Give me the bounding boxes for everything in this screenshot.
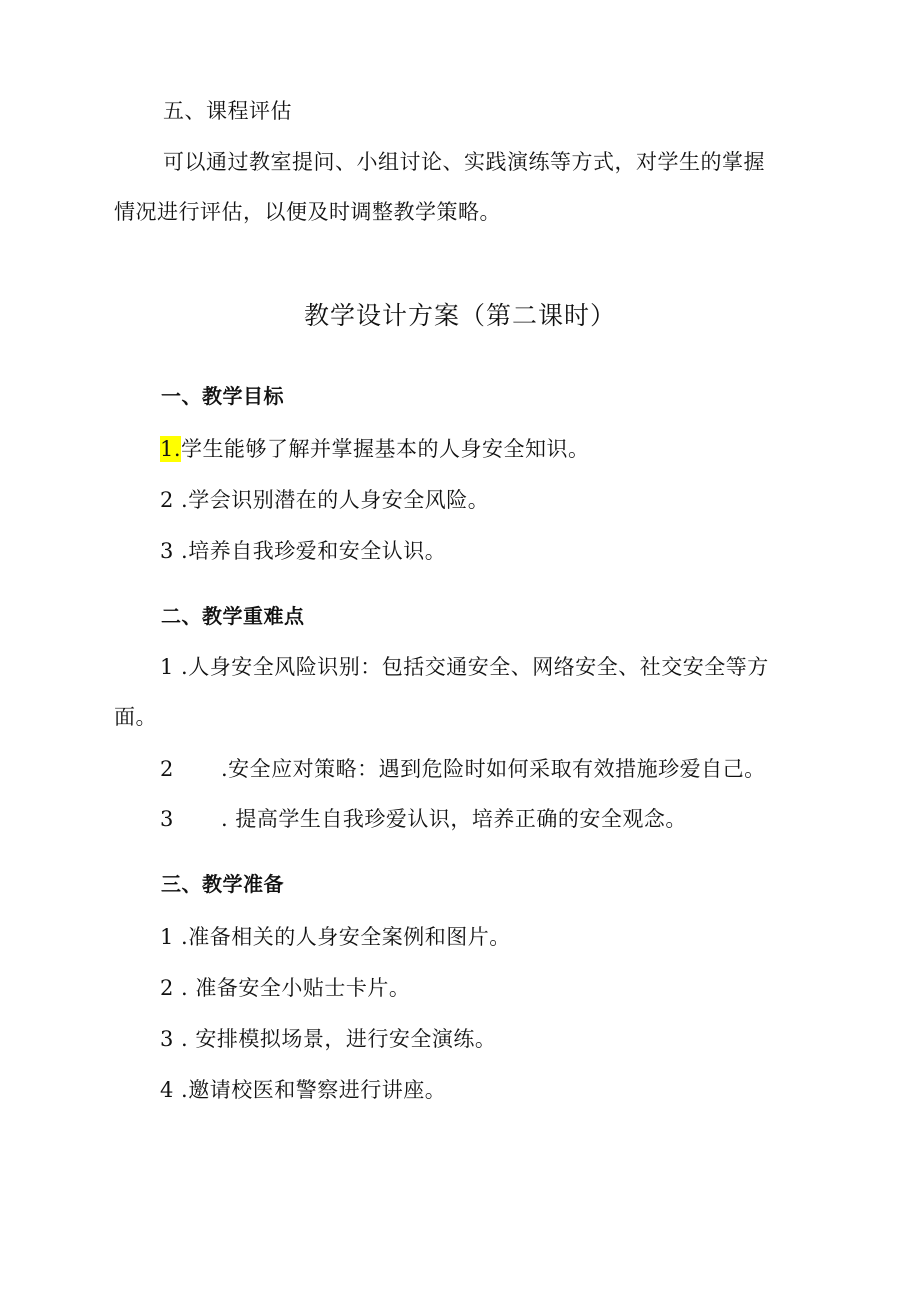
- section5-paragraph-line1: 可以通过教室提问、小组讨论、实践演练等方式，对学生的掌握: [163, 150, 765, 174]
- objectives-heading: 一、教学目标: [161, 384, 284, 408]
- preparation-text: 准备安全小贴士卡片。: [188, 976, 411, 1000]
- objective-text: 培养自我珍爱和安全认识。: [188, 539, 447, 563]
- key-point-number: 2: [160, 757, 174, 781]
- key-point-text: . 提高学生自我珍爱认识，培养正确的安全观念。: [221, 807, 687, 831]
- preparation-text: 邀请校医和警察进行讲座。: [188, 1078, 447, 1102]
- objective-number: 3 .: [160, 539, 189, 563]
- objective-item-2: [160, 487, 489, 513]
- key-point-item-3: [160, 806, 687, 832]
- objective-item-1: [160, 436, 590, 462]
- key-point-item-1-continued: 面。: [114, 705, 157, 729]
- preparation-item-2: [160, 975, 410, 1001]
- section5-paragraph-line2: 情况进行评估，以便及时调整教学策略。: [114, 200, 501, 224]
- section5-heading: 五、课程评估: [163, 99, 292, 123]
- key-point-item-1: [160, 654, 769, 680]
- preparation-item-1: [160, 924, 511, 950]
- preparation-number: 1 .: [160, 925, 189, 949]
- key-point-text: .安全应对策略：遇到危险时如何采取有效措施珍爱自己。: [221, 757, 766, 781]
- preparation-number: 4 .: [160, 1078, 189, 1102]
- objective-text: 学生能够了解并掌握基本的人身安全知识。: [181, 437, 590, 461]
- document-title: 教学设计方案（第二课时）: [303, 301, 616, 330]
- preparation-text: 准备相关的人身安全案例和图片。: [188, 925, 511, 949]
- key-point-text: 人身安全风险识别：包括交通安全、网络安全、社交安全等方: [188, 655, 769, 679]
- preparation-item-3: [160, 1026, 496, 1052]
- preparation-item-4: [160, 1077, 446, 1103]
- key-point-number: 1 .: [160, 655, 189, 679]
- preparation-heading: 三、教学准备: [161, 872, 284, 896]
- preparation-number: 3 .: [160, 1027, 189, 1051]
- objective-text: 学会识别潜在的人身安全风险。: [188, 488, 490, 512]
- objective-number-highlighted: 1.: [160, 437, 182, 461]
- objective-number: 2 .: [160, 488, 189, 512]
- objective-item-3: [160, 538, 446, 564]
- preparation-number: 2 .: [160, 976, 189, 1000]
- key-point-item-2: [160, 756, 766, 782]
- key-point-number: 3: [160, 807, 174, 831]
- preparation-text: 安排模拟场景，进行安全演练。: [188, 1027, 497, 1051]
- key-points-heading: 二、教学重难点: [161, 604, 305, 628]
